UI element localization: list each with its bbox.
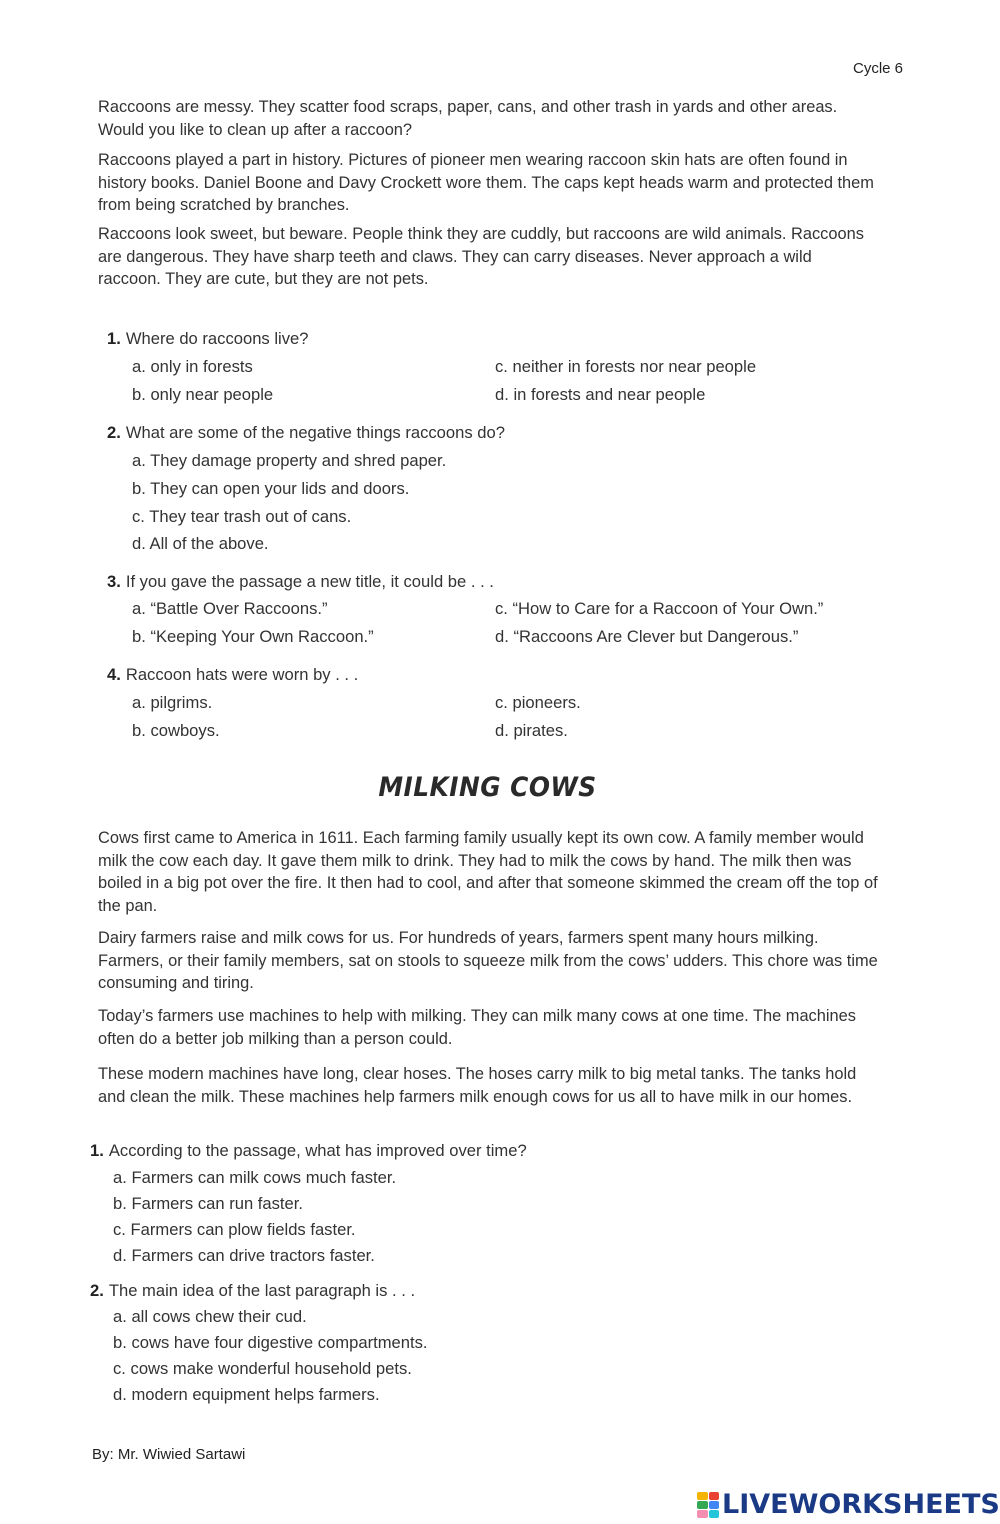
cows-q2-option-b[interactable]: b. cows have four digestive compartments. — [113, 1333, 428, 1352]
question-text: If you gave the passage a new title, it could be . . . — [125, 572, 494, 591]
liveworksheets-wordmark: LIVEWORKSHEETS — [722, 1489, 1000, 1520]
raccoon-q4-option-c[interactable]: c. pioneers. — [495, 693, 581, 712]
question-number: 1. — [90, 1141, 104, 1160]
cows-paragraph-1: Cows first came to America in 1611. Each farming family usually kept its own cow. A family member would milk the cow each day. It gave them milk to drink. They had to milk the cows by hand. The milk then was boiled in a big pot over the fire. It then had to cool, and after that someone skimmed the cream off the top of the pan. — [98, 829, 878, 915]
raccoon-q3-option-c[interactable]: c. “How to Care for a Raccoon of Your Own.” — [495, 599, 824, 618]
cows-q1-option-a[interactable]: a. Farmers can milk cows much faster. — [113, 1168, 397, 1187]
raccoon-q4-option-a[interactable]: a. pilgrims. — [132, 693, 213, 712]
question-number: 3. — [107, 572, 121, 591]
cows-q2-option-a[interactable]: a. all cows chew their cud. — [113, 1307, 307, 1326]
raccoon-q2-option-b[interactable]: b. They can open your lids and doors. — [132, 479, 410, 498]
question-text: Where do raccoons live? — [125, 329, 309, 348]
raccoon-q2-option-c[interactable]: c. They tear trash out of cans. — [132, 507, 352, 526]
raccoon-question-1 — [107, 329, 308, 349]
cows-q2-option-d[interactable]: d. modern equipment helps farmers. — [113, 1385, 380, 1404]
question-number: 1. — [107, 329, 121, 348]
cows-q1-option-c[interactable]: c. Farmers can plow fields faster. — [113, 1220, 356, 1239]
raccoon-q3-option-a[interactable]: a. “Battle Over Raccoons.” — [132, 599, 328, 618]
section-title: MILKING COWS — [378, 772, 597, 803]
raccoon-paragraph-3: Raccoons look sweet, but beware. People think they are cuddly, but raccoons are wild animals. Raccoons are dangerous. They have sharp teeth and claws. They can carry diseases. Never approach a wild raccoon. They are cute, but they are not pets. — [98, 225, 864, 288]
cows-q1-option-b[interactable]: b. Farmers can run faster. — [113, 1194, 303, 1213]
raccoon-question-3 — [107, 572, 494, 592]
raccoon-q2-option-a[interactable]: a. They damage property and shred paper. — [132, 451, 447, 470]
cycle-label: Cycle 6 — [853, 60, 904, 77]
question-text: What are some of the negative things raccoons do? — [125, 423, 505, 442]
raccoon-q2-option-d[interactable]: d. All of the above. — [132, 534, 269, 553]
question-number: 2. — [107, 423, 121, 442]
question-text: The main idea of the last paragraph is . . . — [108, 1281, 416, 1300]
raccoon-q1-option-c[interactable]: c. neither in forests nor near people — [495, 357, 757, 376]
raccoon-q1-option-b[interactable]: b. only near people — [132, 385, 274, 404]
raccoon-paragraph-1: Raccoons are messy. They scatter food scraps, paper, cans, and other trash in yards and other areas. Would you like to clean up after a raccoon? — [98, 98, 838, 139]
raccoon-q3-option-d[interactable]: d. “Raccoons Are Clever but Dangerous.” — [495, 627, 799, 646]
cows-q1-option-d[interactable]: d. Farmers can drive tractors faster. — [113, 1246, 375, 1265]
raccoon-question-4 — [107, 665, 358, 685]
raccoon-q1-option-d[interactable]: d. in forests and near people — [495, 385, 706, 404]
liveworksheets-logo[interactable] — [697, 1489, 1000, 1520]
liveworksheets-icon — [697, 1492, 719, 1518]
cows-paragraph-4: These modern machines have long, clear hoses. The hoses carry milk to big metal tanks. The tanks hold and clean the milk. These machines help farmers milk enough cows for us all to have milk in our homes. — [98, 1065, 857, 1106]
question-text: Raccoon hats were worn by . . . — [125, 665, 359, 684]
raccoon-q1-option-a[interactable]: a. only in forests — [132, 357, 253, 376]
question-number: 2. — [90, 1281, 104, 1300]
question-number: 4. — [107, 665, 121, 684]
cows-paragraph-2: Dairy farmers raise and milk cows for us. For hundreds of years, farmers spent many hours milking. Farmers, or their family members, sat on stools to squeeze milk from the cows’ udders. This chore was time consuming and tiring. — [98, 929, 878, 992]
question-text: According to the passage, what has improved over time? — [108, 1141, 527, 1160]
raccoon-q3-option-b[interactable]: b. “Keeping Your Own Raccoon.” — [132, 627, 374, 646]
raccoon-q4-option-d[interactable]: d. pirates. — [495, 721, 568, 740]
author-credit: By: Mr. Wiwied Sartawi — [92, 1446, 246, 1463]
raccoon-paragraph-2: Raccoons played a part in history. Pictures of pioneer men wearing raccoon skin hats are often found in history books. Daniel Boone and Davy Crockett wore them. The caps kept heads warm and protected them from being scratched by branches. — [98, 151, 874, 214]
cows-question-2 — [90, 1281, 415, 1301]
raccoon-question-2 — [107, 423, 505, 443]
cows-question-1 — [90, 1141, 527, 1161]
raccoon-q4-option-b[interactable]: b. cowboys. — [132, 721, 220, 740]
cows-paragraph-3: Today’s farmers use machines to help with milking. They can milk many cows at one time. The machines often do a better job milking than a person could. — [98, 1007, 856, 1048]
cows-q2-option-c[interactable]: c. cows make wonderful household pets. — [113, 1359, 412, 1378]
